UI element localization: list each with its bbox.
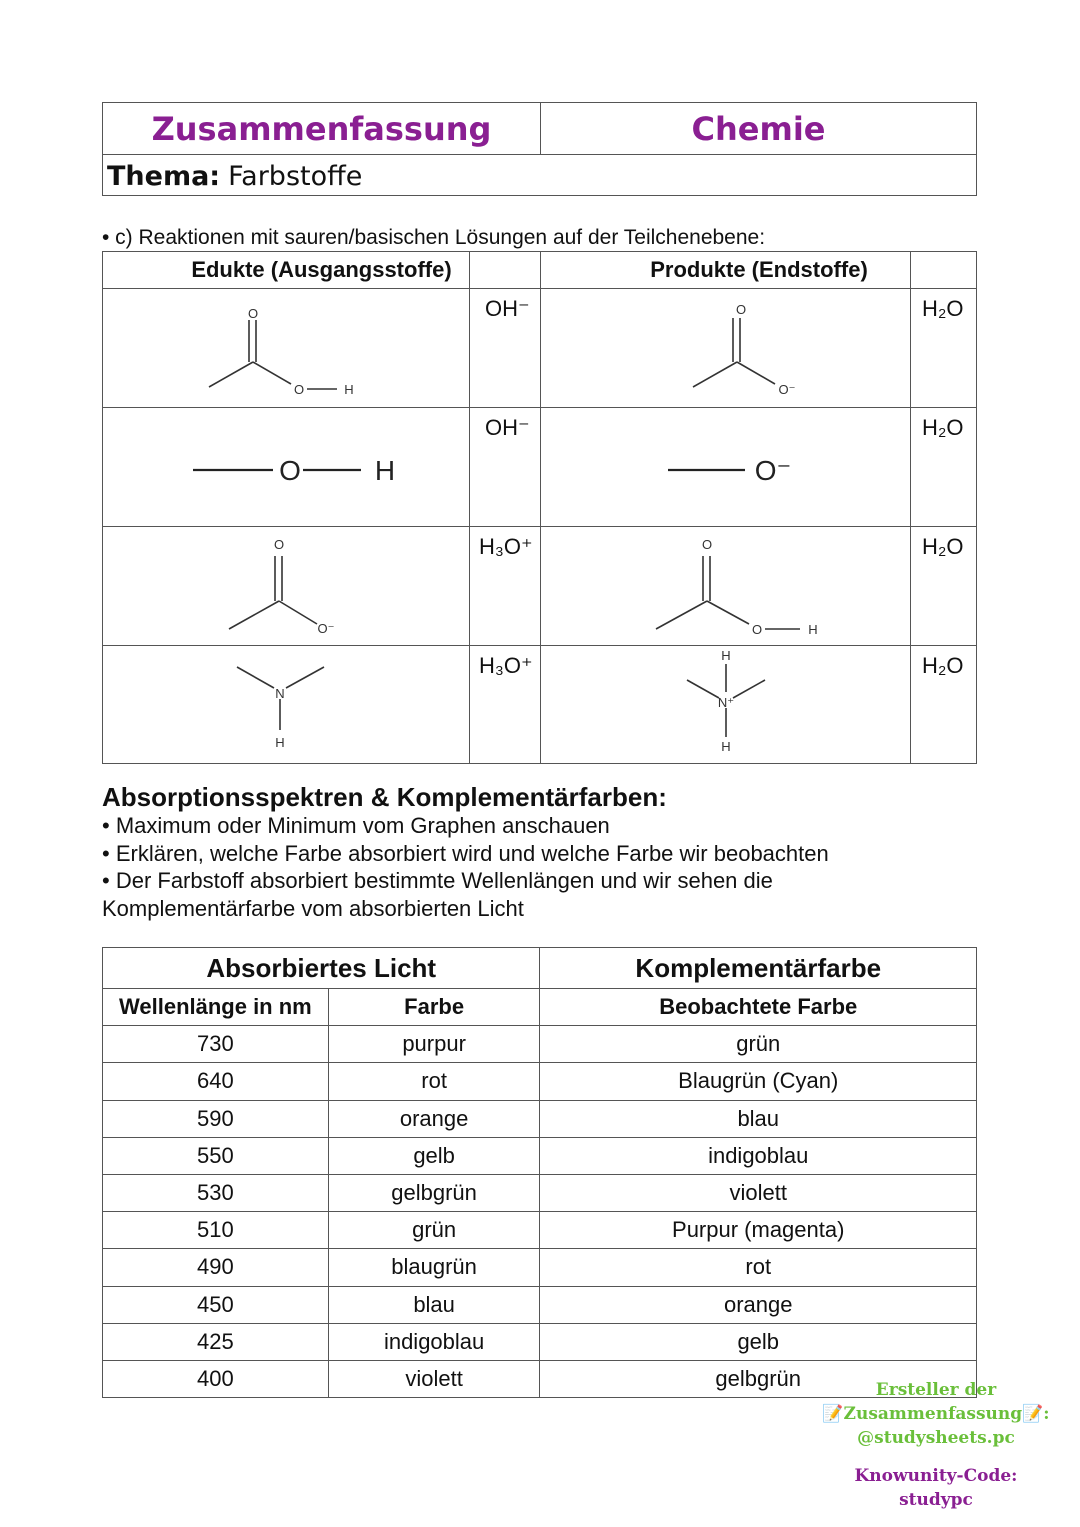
wavelength-cell: 425: [103, 1323, 329, 1360]
reaction-table: [102, 251, 977, 764]
atom-label: O: [735, 302, 747, 317]
credit-line: Ersteller der: [875, 1380, 997, 1400]
atom-label: O⁻: [317, 621, 335, 636]
observed-cell: blau: [540, 1100, 977, 1137]
wavelength-cell: 510: [103, 1212, 329, 1249]
atom-label: O⁻: [778, 382, 796, 397]
atom-label: H: [374, 455, 396, 486]
byproduct-3: H₂O: [922, 534, 964, 559]
wavelength-cell: 590: [103, 1100, 329, 1137]
color-cell: orange: [328, 1100, 540, 1137]
observed-cell: orange: [540, 1286, 977, 1323]
color-cell: grün: [328, 1212, 540, 1249]
table-row: [103, 1063, 977, 1100]
byproduct-2: H₂O: [922, 415, 964, 440]
color-cell: gelb: [328, 1137, 540, 1174]
observed-cell: Blaugrün (Cyan): [540, 1063, 977, 1100]
bullet-item: • Maximum oder Minimum vom Graphen anschauen: [102, 813, 610, 838]
complementary-color-table: [102, 947, 977, 1398]
carboxylic-acid-structure: [209, 320, 337, 389]
header-right-title: Chemie: [691, 109, 826, 148]
atom-label: H: [721, 648, 731, 663]
col-head-color: Farbe: [328, 989, 540, 1026]
atom-label: H: [275, 735, 285, 750]
credit-line: 📝Zusammenfassung📝:: [822, 1404, 1050, 1424]
color-cell: rot: [328, 1063, 540, 1100]
table-row: [103, 1212, 977, 1249]
wavelength-cell: 490: [103, 1249, 329, 1286]
carboxylic-acid-structure: [656, 556, 800, 629]
bullet-item: • Erklären, welche Farbe absorbiert wird und welche Farbe wir beobachten: [102, 840, 829, 866]
carboxylate-structure: [229, 556, 317, 629]
observed-cell: rot: [540, 1249, 977, 1286]
color-cell: indigoblau: [328, 1323, 540, 1360]
wavelength-cell: 450: [103, 1286, 329, 1323]
observed-cell: violett: [540, 1174, 977, 1211]
wavelength-cell: 640: [103, 1063, 329, 1100]
table-row: [103, 1137, 977, 1174]
header-left-title: Zusammenfassung: [151, 109, 492, 148]
atom-label: O: [247, 306, 259, 321]
table-row: [103, 1323, 977, 1360]
table-row: [103, 1026, 977, 1063]
observed-cell: grün: [540, 1026, 977, 1063]
educts-header: Edukte (Ausgangsstoffe): [191, 257, 452, 282]
table-row: [103, 1174, 977, 1211]
color-cell: blaugrün: [328, 1249, 540, 1286]
table-head-absorbed: Absorbiertes Licht: [103, 948, 540, 989]
theme-label: Thema:: [107, 160, 221, 192]
byproduct-1: H₂O: [922, 296, 964, 321]
theme-value: Farbstoffe: [228, 160, 363, 192]
reagent-2: OH⁻: [485, 415, 530, 440]
section-body: [102, 812, 962, 922]
credit-handle: @studysheets.pc: [857, 1428, 1015, 1448]
bullet-continuation: Komplementärfarbe vom absorbierten Licht: [102, 895, 524, 921]
observed-cell: gelb: [540, 1323, 977, 1360]
observed-cell: indigoblau: [540, 1137, 977, 1174]
col-head-wavelength: Wellenlänge in nm: [103, 989, 329, 1026]
wavelength-cell: 550: [103, 1137, 329, 1174]
knowunity-code: studypc: [899, 1490, 973, 1510]
atom-label: O⁻: [754, 455, 792, 486]
bullet-item: • Der Farbstoff absorbiert bestimmte Wellenlängen und wir sehen die: [102, 868, 773, 893]
atom-label: N: [275, 686, 285, 701]
wavelength-cell: 730: [103, 1026, 329, 1063]
color-cell: blau: [328, 1286, 540, 1323]
table-row: [103, 1100, 977, 1137]
atom-label: N⁺: [717, 695, 735, 710]
observed-cell: gelbgrün: [540, 1360, 977, 1397]
atom-label: O: [701, 537, 713, 552]
atom-label: H: [344, 382, 354, 397]
atom-label: H: [808, 622, 818, 637]
color-cell: purpur: [328, 1026, 540, 1063]
reactions-intro: • c) Reaktionen mit sauren/basischen Lösungen auf der Teilchenebene:: [102, 226, 766, 249]
table-row: [103, 1286, 977, 1323]
atom-label: H: [721, 739, 731, 754]
color-cell: gelbgrün: [328, 1174, 540, 1211]
atom-label: O: [293, 382, 305, 397]
atom-label: O: [751, 622, 763, 637]
section-title: Absorptionsspektren & Komplementärfarben:: [102, 782, 667, 812]
creator-credit: [812, 1378, 1060, 1512]
header-box: [102, 102, 977, 196]
carboxylate-structure: [693, 318, 775, 387]
table-row: [103, 1249, 977, 1286]
table-head-complementary: Komplementärfarbe: [540, 948, 977, 989]
atom-label: O: [273, 537, 285, 552]
byproduct-4: H₂O: [922, 653, 964, 678]
wavelength-cell: 400: [103, 1360, 329, 1397]
wavelength-cell: 530: [103, 1174, 329, 1211]
reagent-4: H₃O⁺: [479, 653, 533, 678]
observed-cell: Purpur (magenta): [540, 1212, 977, 1249]
col-head-observed: Beobachtete Farbe: [540, 989, 977, 1026]
knowunity-label: Knowunity-Code:: [854, 1466, 1018, 1486]
structure-formulas: [103, 252, 978, 765]
products-header: Produkte (Endstoffe): [650, 257, 868, 282]
atom-label: O: [279, 455, 301, 486]
reagent-1: OH⁻: [485, 296, 530, 321]
reagent-3: H₃O⁺: [479, 534, 533, 559]
color-cell: violett: [328, 1360, 540, 1397]
